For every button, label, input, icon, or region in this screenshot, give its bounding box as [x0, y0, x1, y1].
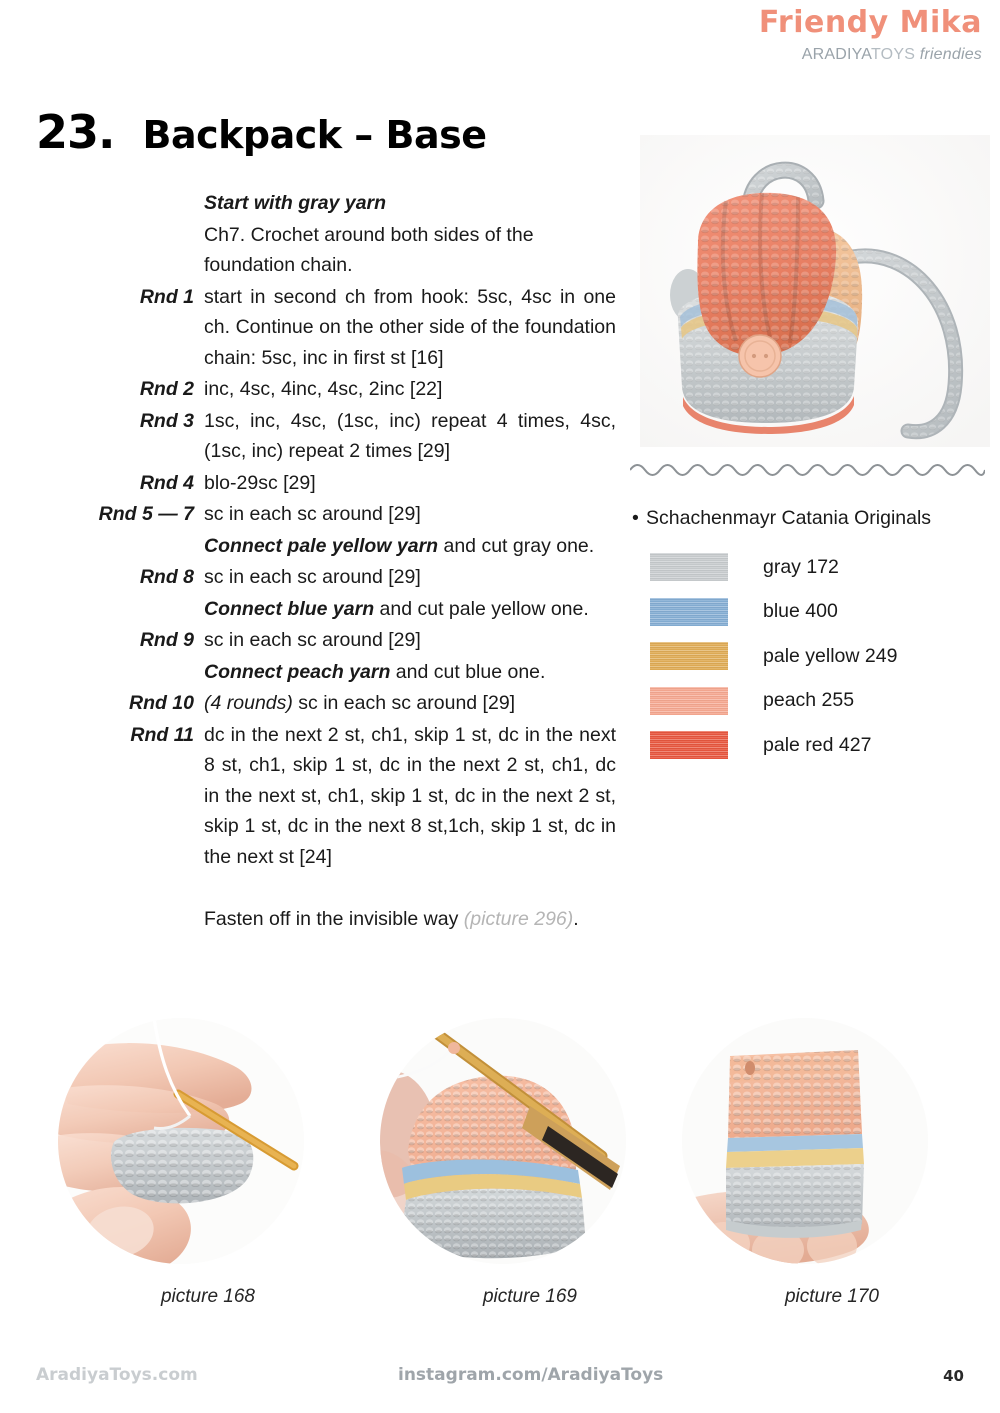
instruction-text [204, 188, 616, 219]
instruction-repeat-note: (4 rounds) [204, 692, 293, 714]
fasten-off-period: . [573, 908, 579, 930]
yarn-color-swatch [650, 598, 728, 626]
instruction-round-label: Rnd 9 [139, 629, 194, 651]
instruction-row [36, 594, 616, 625]
brand-header [758, 5, 982, 63]
yarn-legend [632, 505, 992, 768]
step-photo-168 [58, 1018, 304, 1264]
step-photo-170 [682, 1018, 928, 1264]
chapter-number: 23. [36, 105, 115, 159]
chapter-title: Backpack – Base [142, 113, 487, 157]
instruction-round-label: Rnd 1 [139, 285, 194, 308]
instruction-row [36, 720, 616, 873]
instruction-text [204, 720, 616, 873]
yarn-color-label: blue 400 [763, 600, 838, 623]
footer-page-number: 40 [943, 1367, 964, 1385]
instruction-connect-yarn: Connect blue yarn [204, 597, 375, 620]
instruction-row [36, 657, 616, 688]
yarn-color-rows [632, 545, 992, 768]
brand-sub-aradiya: ARADIYA [801, 46, 871, 63]
instruction-text [204, 531, 616, 562]
yarn-color-label: gray 172 [763, 555, 839, 578]
yarn-color-row [632, 679, 992, 724]
instruction-row [36, 406, 616, 467]
photo-block-169 [380, 1018, 680, 1338]
step-photos [0, 1018, 1000, 1338]
instruction-body: inc, 4sc, 4inc, 4sc, 2inc [22] [204, 378, 443, 400]
instruction-round-label: Rnd 8 [139, 566, 194, 588]
instruction-round-label: Rnd 2 [139, 378, 194, 400]
instruction-row [36, 625, 616, 656]
backpack-product-photo [640, 135, 990, 447]
instruction-body: and cut blue one. [390, 660, 546, 683]
instruction-text [204, 406, 616, 467]
yarn-color-row [632, 545, 992, 590]
yarn-color-swatch [650, 553, 728, 581]
instruction-text [204, 468, 616, 499]
yarn-color-swatch [650, 687, 728, 715]
instruction-row [36, 220, 616, 281]
instruction-text [204, 220, 616, 281]
instruction-row [36, 374, 616, 405]
instruction-text [204, 688, 616, 719]
instruction-text [204, 562, 616, 593]
brand-sub-toys: TOYS [871, 46, 916, 63]
instruction-body: and cut pale yellow one. [374, 597, 589, 620]
bullet-icon: • [632, 507, 639, 529]
instruction-body: and cut gray one. [438, 534, 595, 557]
page-title [36, 105, 487, 159]
instruction-text [204, 282, 616, 374]
instruction-row [36, 531, 616, 562]
instruction-row [36, 282, 616, 374]
photo-caption-170: picture 170 [784, 1286, 879, 1307]
instruction-spacer [36, 873, 616, 903]
yarn-color-row [632, 723, 992, 768]
fasten-off-text [204, 904, 616, 935]
brand-sub-friendies: friendies [915, 46, 982, 63]
photo-block-170 [682, 1018, 982, 1338]
fasten-off-picture-ref: (picture 296) [463, 908, 574, 930]
instruction-body: sc in each sc around [29] [204, 503, 421, 525]
instruction-round-label: Rnd 10 [128, 692, 194, 714]
instruction-body: dc in the next 2 st, ch1, skip 1 st, dc in the next 8 st, ch1, skip 1 st, dc in the next 2 st, ch1, dc in the next st, ch1, skip 1 st, dc in the next 2 st, skip 1 st, dc in the next 8 st,1ch, skip 1 st, dc in the next st [24] [204, 723, 616, 868]
instruction-body: 1sc, inc, 4sc, (1sc, inc) repeat 4 times, 4sc, (1sc, inc) repeat 2 times [29] [204, 409, 616, 462]
footer-website-link[interactable]: AradiyaToys.com [36, 1365, 198, 1385]
photo-caption-168: picture 168 [160, 1286, 255, 1307]
photo-caption-169: picture 169 [482, 1286, 577, 1307]
instruction-row [36, 188, 616, 219]
yarn-color-row [632, 634, 992, 679]
instruction-body: Ch7. Crochet around both sides of the foundation chain. [204, 223, 534, 276]
instruction-body: blo-29sc [29] [204, 471, 316, 494]
instruction-connect-yarn: Connect pale yellow yarn [204, 534, 439, 557]
yarn-brand-name [632, 505, 992, 531]
instruction-connect-yarn: Connect peach yarn [204, 660, 391, 683]
instruction-body: start in second ch from hook: 5sc, 4sc in one ch. Continue on the other side of the foundation chain: 5sc, inc in first st [16] [204, 285, 616, 369]
instruction-round-label: Rnd 3 [139, 409, 194, 432]
instructions-list [36, 188, 616, 936]
wavy-divider [630, 458, 985, 476]
fasten-off-row [36, 904, 616, 935]
instruction-text [204, 374, 616, 405]
fasten-off-main: Fasten off in the invisible way [204, 908, 464, 930]
instruction-body: sc in each sc around [29] [204, 566, 421, 588]
photo-block-168 [58, 1018, 358, 1338]
instruction-row [36, 688, 616, 719]
brand-title: Friendy Mika [758, 5, 982, 40]
instruction-row [36, 468, 616, 499]
brand-subtitle [759, 47, 982, 63]
instruction-text [204, 594, 616, 625]
instruction-text [204, 499, 616, 530]
instruction-body: sc in each sc around [29] [204, 629, 421, 651]
instruction-round-label: Rnd 11 [130, 723, 194, 746]
instruction-round-label: Rnd 4 [139, 471, 194, 494]
step-photo-169 [380, 1018, 626, 1264]
instruction-text [204, 657, 616, 688]
instruction-round-label: Rnd 5 — 7 [98, 503, 194, 525]
page-footer [0, 1365, 1000, 1391]
yarn-color-label: pale yellow 249 [763, 644, 898, 667]
yarn-color-row [632, 590, 992, 635]
instruction-heading: Start with gray yarn [204, 192, 387, 214]
instruction-text [204, 625, 616, 656]
yarn-color-label: pale red 427 [763, 733, 872, 756]
instruction-row [36, 562, 616, 593]
instruction-body: sc in each sc around [29] [292, 692, 516, 714]
yarn-brand-label: Schachenmayr Catania Originals [646, 507, 932, 529]
yarn-color-label: peach 255 [763, 689, 855, 712]
instruction-row [36, 499, 616, 530]
footer-instagram-link[interactable]: instagram.com/AradiyaToys [398, 1365, 664, 1385]
yarn-color-swatch [650, 731, 728, 759]
yarn-color-swatch [650, 642, 728, 670]
